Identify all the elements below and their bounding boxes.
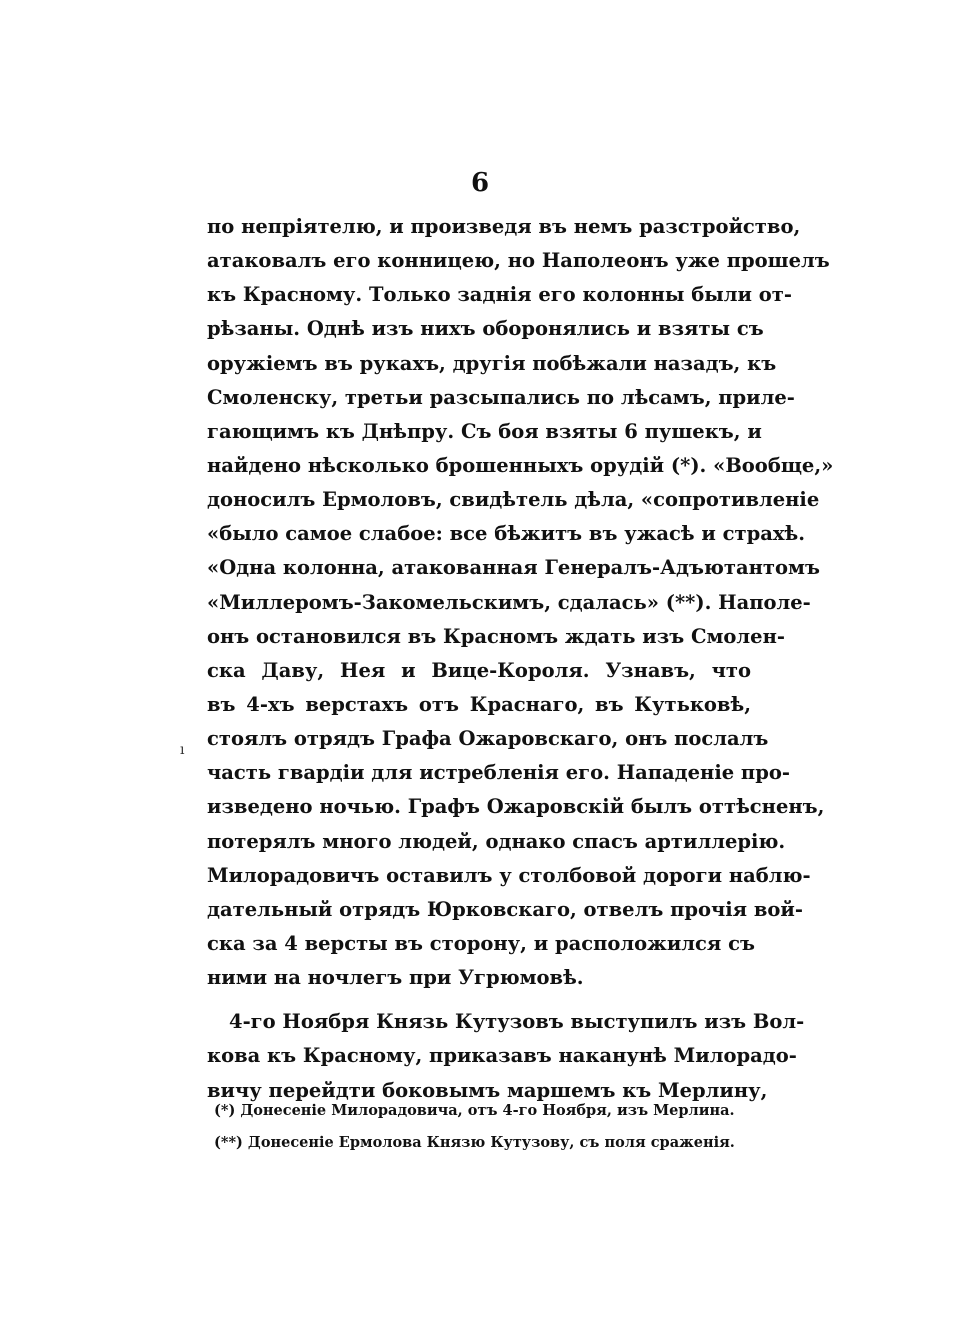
text-line: часть гвардіи для истребленія его. Нападеніе про-: [207, 761, 790, 785]
text-line: вичу перейдти боковымъ маршемъ къ Мерлину,: [207, 1078, 768, 1102]
footnotes: [214, 1100, 754, 1164]
text-line: по непріятелю, и произведя въ немъ разстройство,: [207, 215, 801, 238]
footnote: (*) Донесеніе Милорадовича, отъ 4-го Ноября, изъ Мерлина.: [214, 1102, 735, 1119]
text-line: стоялъ отрядъ Графа Ожаровскаго, онъ послалъ: [207, 727, 769, 751]
text-line: гающимъ къ Днѣпру. Съ боя взяты 6 пушекъ, и: [207, 419, 762, 443]
text-line: атаковалъ его конницею, но Наполеонъ уже прошелъ: [207, 249, 830, 273]
text-line: кова къ Красному, приказавъ наканунѣ Милорадо-: [207, 1044, 797, 1068]
text-line: ска за 4 версты въ сторону, и расположился съ: [207, 931, 755, 955]
text-line: онъ остановился въ Красномъ ждать изъ Смолен-: [207, 624, 785, 648]
text-line: потерялъ много людей, однако спасъ артиллерію.: [207, 829, 786, 853]
paragraph-gap: [207, 995, 751, 1005]
text-line: къ Красному. Только заднія его колонны были от-: [207, 283, 792, 307]
text-line: Смоленску, третьи разсыпались по лѣсамъ, приле-: [207, 385, 795, 409]
text-line: ними на ночлегъ при Угрюмовѣ.: [207, 966, 584, 990]
text-line: ска Даву, Нея и Вице-Короля. Узнавъ, что: [207, 658, 751, 682]
page-number: 6: [470, 168, 490, 198]
text-line: доносилъ Ермоловъ, свидѣтель дѣла, «сопротивленіе: [207, 488, 820, 512]
text-line: Милорадовичъ оставилъ у столбовой дороги наблю-: [207, 863, 811, 887]
text-line: дательный отрядъ Юрковскаго, отвелъ прочія вой-: [207, 897, 803, 921]
text-line: 4-го Ноября Князь Кутузовъ выступилъ изъ Вол-: [229, 1010, 805, 1034]
text-line: въ 4-хъ верстахъ отъ Краснаго, въ Кутьковѣ,: [207, 692, 751, 716]
text-line: «было самое слабое: все бѣжитъ въ ужасѣ и страхѣ.: [207, 522, 805, 546]
text-line: изведено ночью. Графъ Ожаровскій былъ оттѣсненъ,: [207, 795, 825, 819]
stray-mark: ı: [180, 742, 185, 758]
text-line: найдено нѣсколько брошенныхъ орудій (*). «Вообще,»: [207, 453, 834, 477]
text-line: оружіемъ въ рукахъ, другія побѣжали назадъ, къ: [207, 351, 777, 375]
footnote: (**) Донесеніе Ермолова Князю Кутузову, съ поля сраженія.: [214, 1134, 735, 1151]
text-line: рѣзаны. Однѣ изъ нихъ оборонялись и взяты съ: [207, 317, 764, 341]
text-line: «Одна колонна, атакованная Генералъ-Адъютантомъ: [207, 556, 820, 580]
text-line: «Миллеромъ-Закомельскимъ, сдалась» (**). Наполе-: [207, 590, 811, 614]
main-text: [207, 210, 834, 1108]
